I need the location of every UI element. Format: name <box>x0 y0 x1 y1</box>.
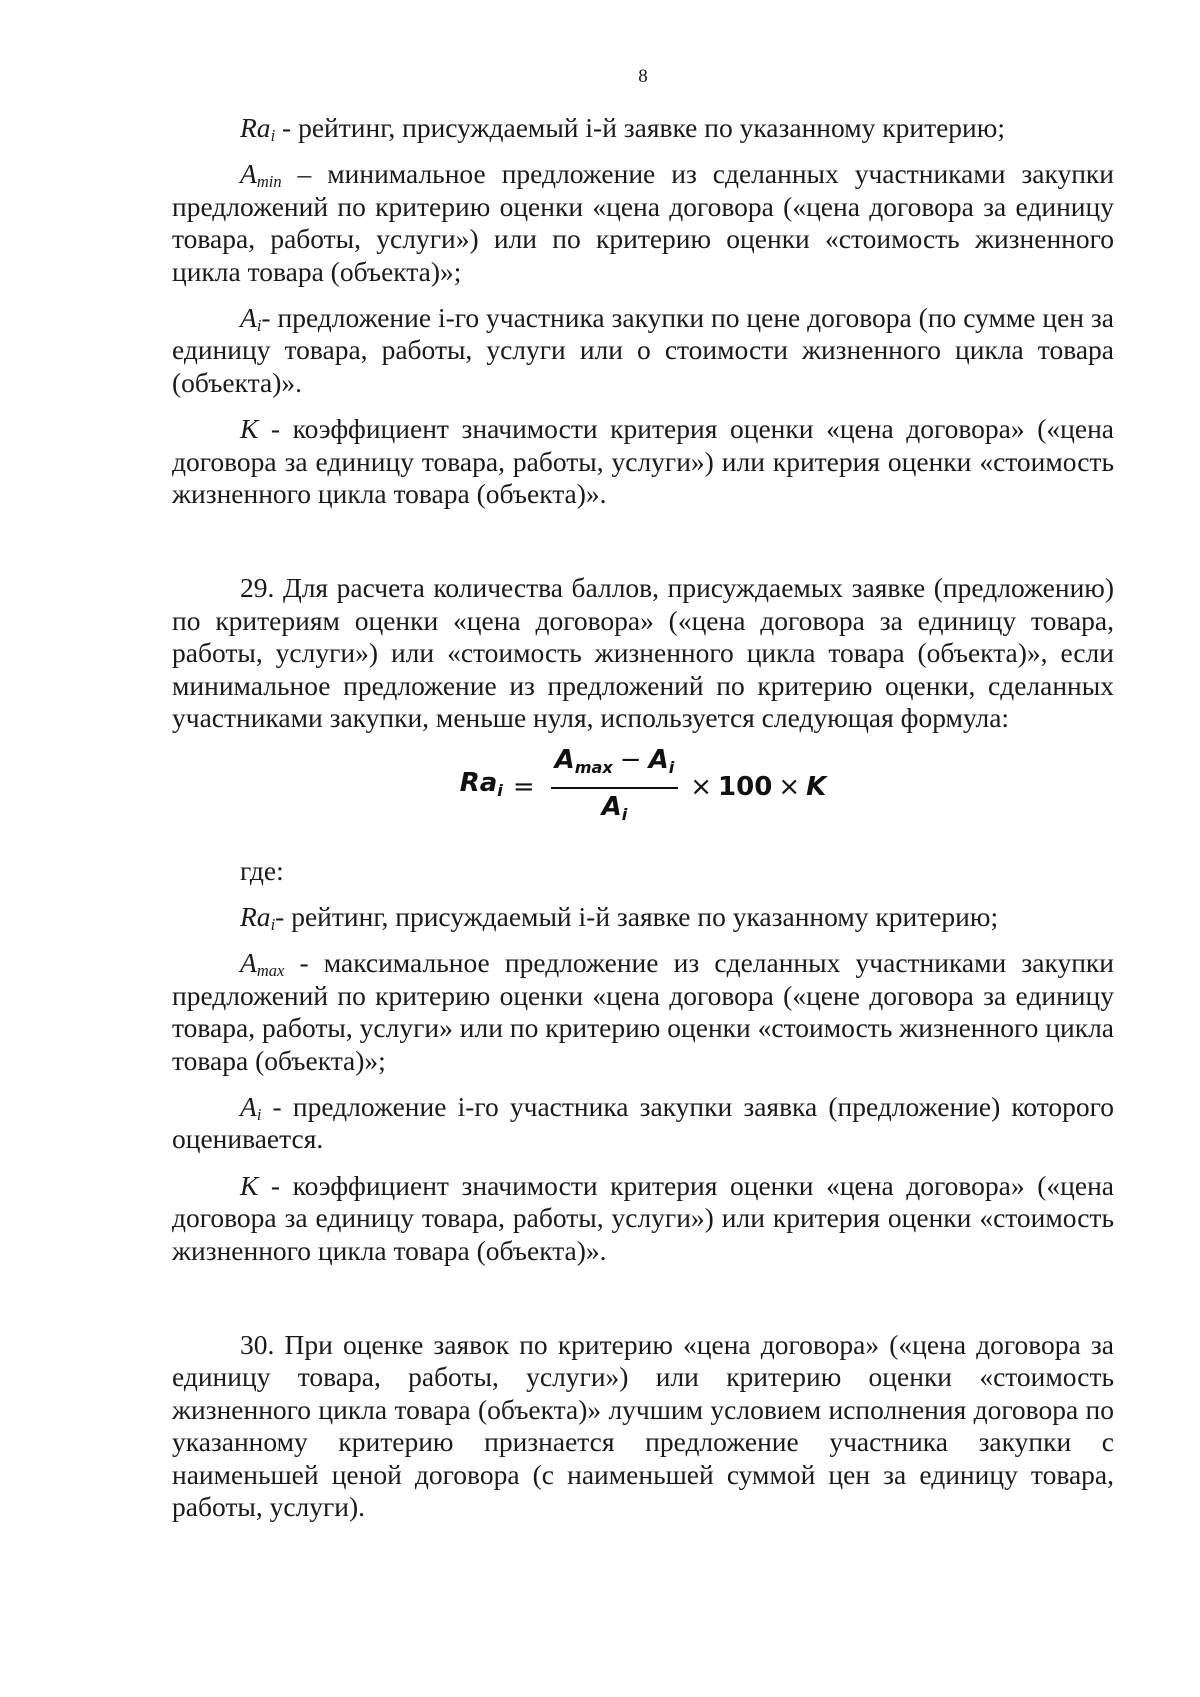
formula-lhs-symbol: Ra <box>459 768 498 799</box>
formula-equals: = <box>512 772 535 803</box>
s29-definition-ai-text: - предложение i-го участника закупки заявка (предложение) которого оценивается. <box>172 1090 1114 1155</box>
definition-k-text: - коэффициент значимости критерия оценки «цена договора» («цена договора за единицу товара, работы, услуги») или критерия оценки «стоимость жизненного цикла товара (объекта)». <box>172 413 1114 510</box>
formula-hundred: 100 <box>718 772 773 803</box>
formula-denominator <box>602 789 628 831</box>
formula-numerator <box>551 744 679 786</box>
s29-symbol-k: К <box>240 1169 259 1201</box>
formula-lhs-sub: i <box>497 781 503 801</box>
s29-symbol-ra: Ra <box>240 900 271 932</box>
symbol-ra: Ra <box>240 112 271 143</box>
page-number: 8 <box>638 66 648 87</box>
formula-den-sub: i <box>621 804 628 824</box>
s29-definition-k <box>172 1170 1114 1267</box>
symbol-k: К <box>240 413 259 445</box>
formula-num-a: A <box>554 745 575 776</box>
symbol-ai: A <box>240 302 257 334</box>
s29-symbol-amax: A <box>240 947 257 979</box>
section-29-paragraph: 29. Для расчета количества баллов, присуждаемых заявке (предложению) по критериям оценки «цена договора» («цена договора за единицу товара, работы, услуги») или «стоимость жизненного цикла товара (объекта)», если минимальное предложение из предложений по критерию оценки, сделанных участниками закупки, меньше нуля, используется следующая формула: <box>172 572 1114 734</box>
formula-lhs <box>460 767 503 807</box>
definition-ai <box>172 302 1114 399</box>
formula-k: K <box>806 772 827 803</box>
formula-times-2: × <box>778 772 801 803</box>
s29-definition-k-text: - коэффициент значимости критерия оценки «цена договора» («цена договора за единицу товара, работы, услуги») или критерия оценки «стоимость жизненного цикла товара (объекта)». <box>172 1169 1114 1266</box>
symbol-ra-sub: i <box>270 126 276 146</box>
s29-definition-ra-text: - рейтинг, присуждаемый i-й заявке по указанному критерию; <box>275 900 999 932</box>
definition-k <box>172 413 1114 510</box>
section-30-paragraph: 30. При оценке заявок по критерию «цена договора» («цена договора за единицу товара, работы, услуги») или критерию оценки «стоимость жизненного цикла товара (объекта)» лучшим условием исполнения договора по указанному критерию признается предложение участника закупки с наименьшей ценой договора (с наименьшей суммой цен за единицу товара, работы, услуги). <box>172 1328 1114 1522</box>
s29-definition-ra <box>172 901 1114 933</box>
s29-symbol-ra-sub: i <box>270 915 276 935</box>
where-label: где: <box>240 854 284 886</box>
s29-definition-amax <box>172 947 1114 1077</box>
formula-num-b: A <box>648 745 669 776</box>
formula-den-a: A <box>601 791 622 822</box>
definition-ai-text: - предложение i-го участника закупки по цене договора (по сумме цен за единицу товара, работы, услуги или о стоимости жизненного цикла товара (объекта)». <box>172 302 1114 398</box>
formula-num-b-sub: i <box>668 758 675 778</box>
formula-times-1: × <box>690 772 713 803</box>
formula-num-a-sub: max <box>574 758 613 778</box>
symbol-amin: A <box>240 158 257 190</box>
s29-definition-amax-text: - максимальное предложение из сделанных участниками закупки предложений по критерию оценки «цена договора («цене договора за единицу товара, работы, услуги» или по критерию оценки «стоимость жизненного цикла товара (объекта)»; <box>172 947 1114 1076</box>
s29-symbol-amax-sub: max <box>256 961 285 981</box>
symbol-ai-sub: i <box>256 316 262 336</box>
rating-formula <box>172 745 1114 825</box>
s29-symbol-ai: A <box>240 1090 257 1122</box>
formula-minus: − <box>619 745 642 776</box>
definition-amin <box>172 158 1114 288</box>
definition-ra <box>172 112 1114 144</box>
s29-definition-ai <box>172 1091 1114 1156</box>
formula-fraction <box>551 744 679 830</box>
symbol-amin-sub: min <box>256 172 282 192</box>
definition-ra-text: - рейтинг, присуждаемый i-й заявке по указанному критерию; <box>275 112 1005 143</box>
definition-amin-text: – минимальное предложение из сделанных участниками закупки предложений по критерию оценки «цена договора («цена договора за единицу товара, работы, услуги») или по критерию оценки «стоимость жизненного цикла товара (объекта)»; <box>172 158 1114 287</box>
s29-symbol-ai-sub: i <box>256 1105 262 1125</box>
